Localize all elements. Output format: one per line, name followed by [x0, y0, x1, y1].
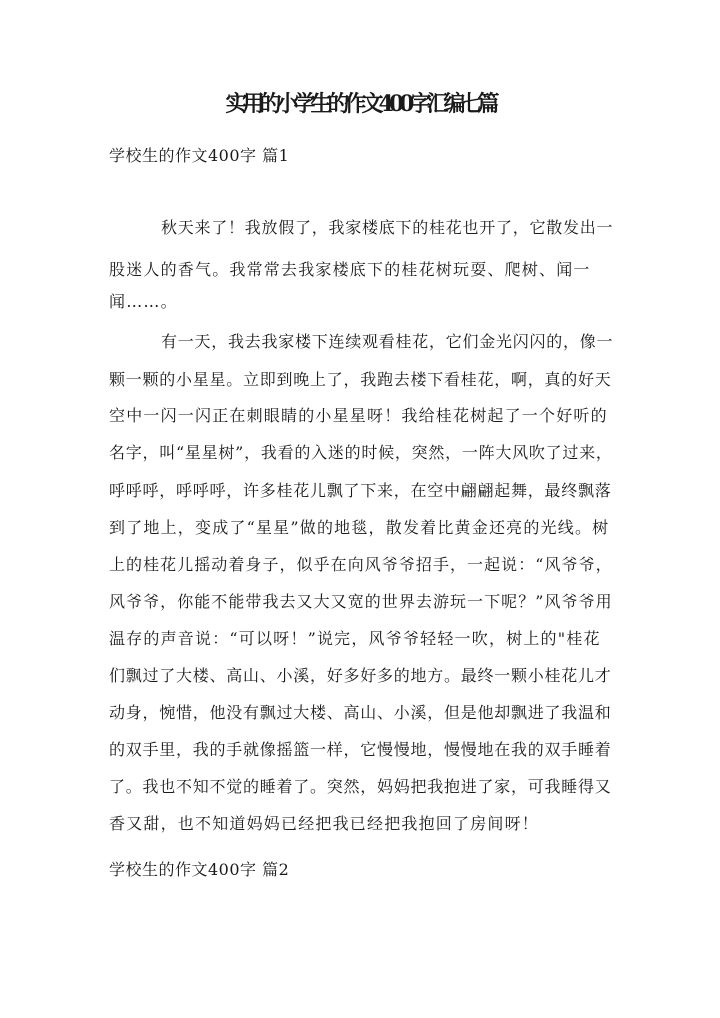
paragraph-2-line: 上的桂花儿摇动着身子，似乎在向风爷爷招手，一起说：“风爷爷，	[109, 555, 613, 574]
paragraph-2-line: 名字，叫“星星树”，我看的入迷的时候，突然，一阵大风吹了过来，	[109, 443, 613, 462]
paragraph-2-line: 颗一颗的小星星。立即到晚上了，我跑去楼下看桂花，啊，真的好天	[109, 370, 612, 389]
paragraph-2-line: 的双手里，我的手就像摇篮一样，它慢慢地，慢慢地在我的双手睡着	[109, 740, 612, 759]
paragraph-2-line: 风爷爷，你能不能带我去又大又宽的世界去游玩一下呢？”风爷爷用	[109, 592, 613, 611]
paragraph-2-line: 有一天，我去我家楼下连续观看桂花，它们金光闪闪的，像一	[161, 332, 614, 351]
paragraph-2-line: 到了地上，变成了“星星”做的地毯，散发着比黄金还亮的光线。树	[109, 518, 610, 537]
section-heading-1: 学校生的作文400字 篇1	[109, 146, 290, 165]
paragraph-1-line: 秋天来了！我放假了，我家楼底下的桂花也开了，它散发出一	[161, 218, 614, 237]
paragraph-2-line: 空中一闪一闪正在刺眼睛的小星星呀！我给桂花树起了一个好听的	[109, 406, 608, 425]
paragraph-2-line: 动身，惋惜，他没有飘过大楼、高山、小溪，但是他却飘进了我温和	[109, 703, 612, 722]
paragraph-1-line: 股迷人的香气。我常常去我家楼底下的桂花树玩耍、爬树、闻一	[109, 260, 591, 279]
paragraph-2-line: 呼呼呼，呼呼呼，许多桂花儿飘了下来，在空中翩翩起舞，最终飘落	[109, 481, 612, 500]
paragraph-2-line: 们飘过了大楼、高山、小溪，好多好多的地方。最终一颗小桂花儿才	[109, 666, 612, 685]
paragraph-2-line: 温存的声音说：“可以呀！”说完，风爷爷轻轻一吹，树上的"桂花	[109, 629, 601, 648]
paragraph-1-line: 闻……。	[109, 292, 178, 311]
section-heading-2: 学校生的作文400字 篇2	[109, 860, 290, 879]
paragraph-2-line: 香又甜，也不知道妈妈已经把我已经把我抱回了房间呀！	[109, 814, 540, 833]
document-title: 实用的小学生的作文400字汇编七篇	[225, 91, 495, 117]
paragraph-2-line: 了。我也不知不觉的睡着了。突然，妈妈把我抱进了家，可我睡得又	[109, 777, 612, 796]
